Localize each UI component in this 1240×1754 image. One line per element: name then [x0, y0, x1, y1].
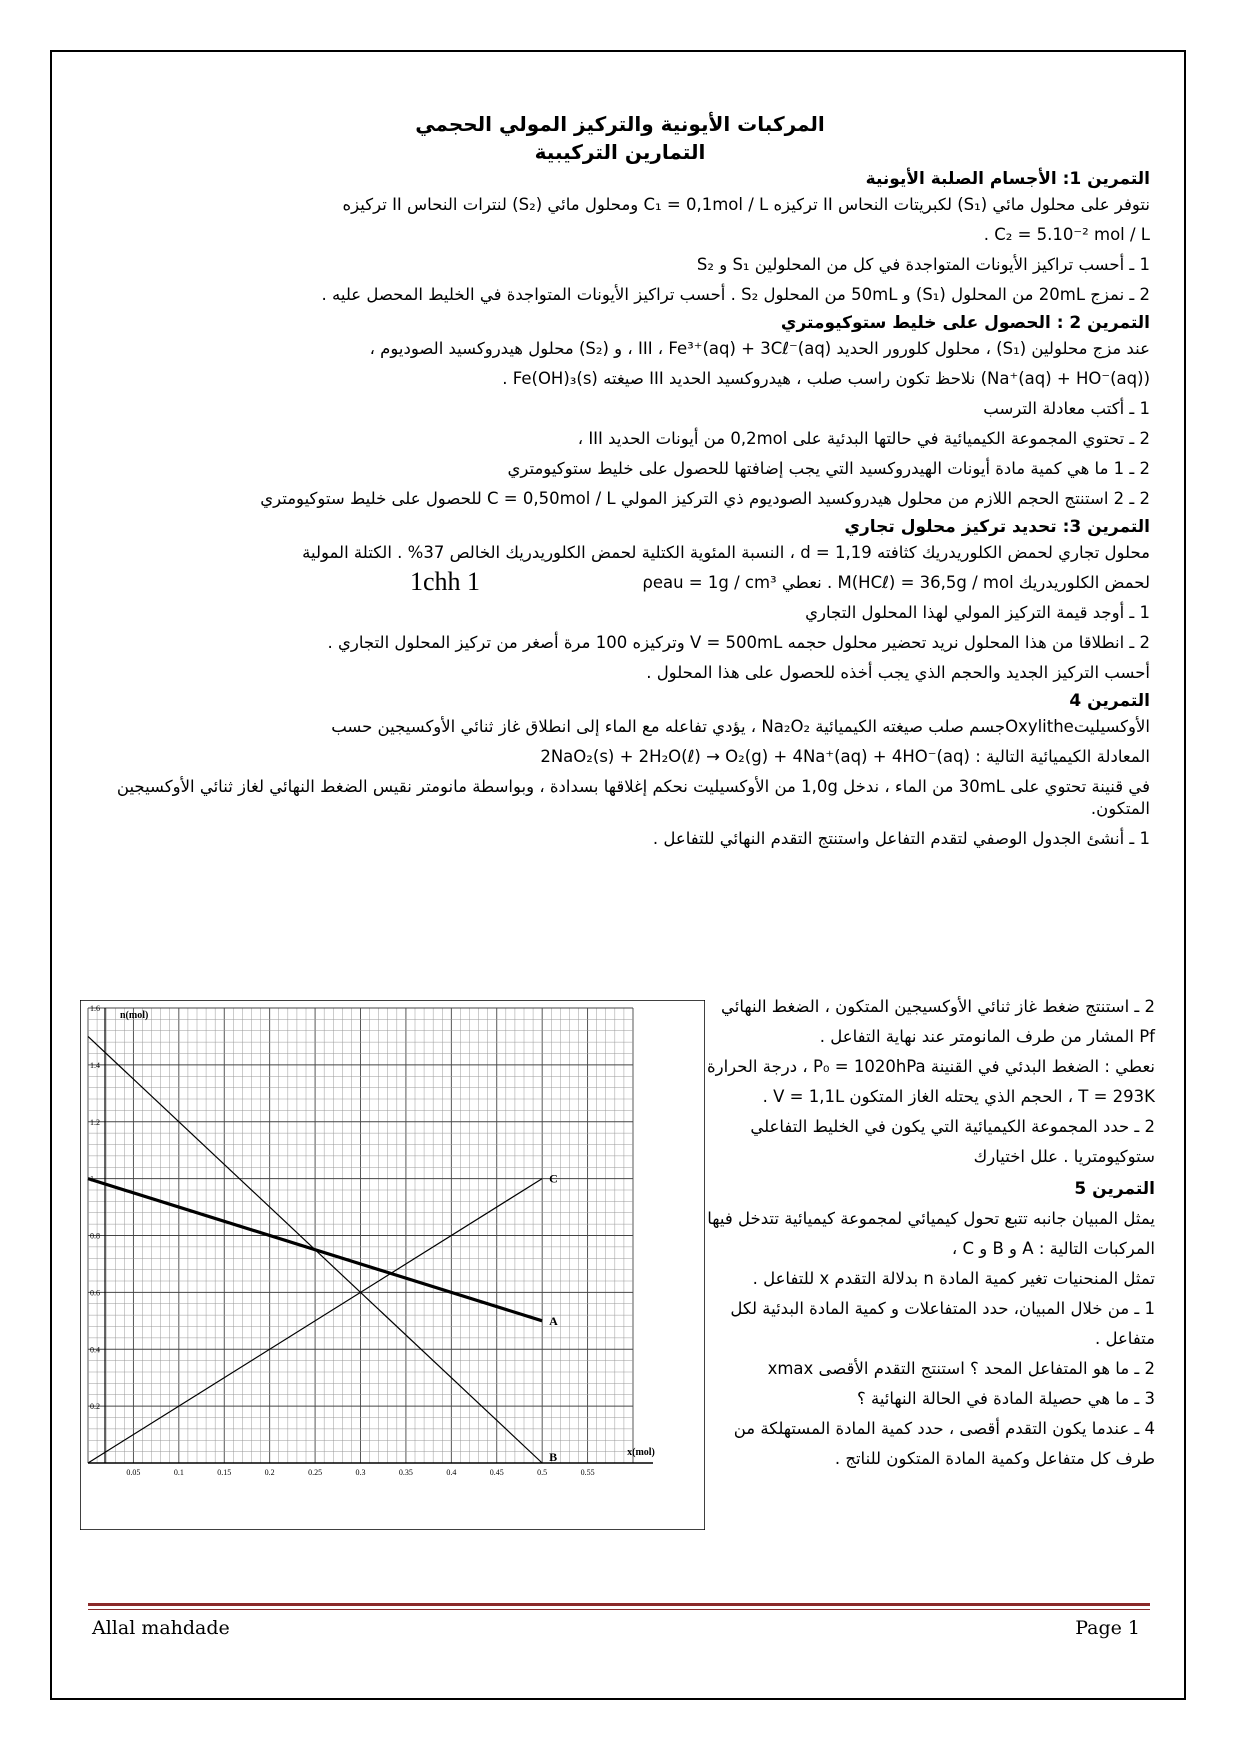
x-tick-label: 0.5	[537, 1468, 548, 1477]
x-axis-label: x(mol)	[627, 1447, 655, 1458]
x-tick-label: 0.4	[446, 1468, 457, 1477]
series-label-a: A	[549, 1313, 558, 1328]
ex1-line2: C₂ = 5.10⁻² mol / L .	[983, 225, 1150, 244]
footer-author: Allal mahdade	[92, 1617, 230, 1639]
ex1-q1: 1 ـ أحسب تراكيز الأيونات المتواجدة في كل من المحلولين S₁ و S₂	[696, 255, 1150, 274]
ex5-q1: 1 ـ من خلال المبيان، حدد المتفاعلات و كمية المادة البدئية لكل متفاعل .	[730, 1299, 1155, 1348]
y-tick-label: 0.6	[90, 1288, 100, 1298]
y-tick-label: 0.8	[90, 1231, 100, 1241]
x-tick-label: 0.15	[217, 1468, 232, 1477]
ex2-q2: 2 ـ تحتوي المجموعة الكيميائية في حالتها البدئية على 0,2mol من أيونات الحديد III ،	[577, 429, 1150, 448]
ex4-heading: التمرين 4	[1069, 691, 1150, 711]
ex1-line1: نتوفر على محلول مائي (S₁) لكبريتات النحاس II تركيزه C₁ = 0,1mol / L ومحلول مائي (S₂) لنترات النحاس II تركيزه	[342, 195, 1150, 214]
x-tick-label: 0.1	[173, 1468, 184, 1477]
ex3-q1: 1 ـ أوجد قيمة التركيز المولي لهذا المحلول التجاري	[805, 603, 1150, 622]
page-subtitle: التمارين التركيبية	[534, 140, 706, 164]
ex2-heading: التمرين 2 : الحصول على خليط ستوكيومتري	[780, 313, 1150, 333]
y-tick-label: 1	[90, 1174, 94, 1184]
footer-rule-thick	[88, 1603, 1150, 1606]
ex3-line1: محلول تجاري لحمض الكلوريدريك كثافته d = 1,19 ، النسبة المئوية الكتلية لحمض الكلوريدريك الخالص 37% . الكتلة المولية	[302, 543, 1150, 562]
series-label-c: C	[549, 1171, 558, 1186]
ex3-line2: لحمض الكلوريدريك M(HCℓ) = 36,5g / mol . نعطي ρeau = 1g / cm³	[642, 573, 1150, 592]
ex4-line1: الأوكسيليتOxylitheجسم صلب صيغته الكيميائية Na₂O₂ ، يؤدي تفاعله مع الماء إلى انطلاق غاز ثنائي الأوكسيجين حسب	[331, 717, 1150, 736]
ex3-q2: 2 ـ انطلاقا من هذا المحلول نريد تحضير محلول حجمه V = 500mL وتركيزه 100 مرة أصغر من تركيز المحلول التجاري .	[327, 633, 1150, 652]
y-tick-label: 0.4	[90, 1345, 100, 1355]
side-column	[700, 992, 1155, 1474]
ex3-heading: التمرين 3: تحديد تركيز محلول تجاري	[844, 517, 1150, 537]
ex2-line2: (Na⁺(aq) + HO⁻(aq)) نلاحظ تكون راسب صلب ، هيدروكسيد الحديد III صيغته Fe(OH)₃(s) .	[502, 369, 1150, 388]
ex5-q2: 2 ـ ما هو المتفاعل المحد ؟ استنتج التقدم الأقصى xmax	[767, 1359, 1155, 1378]
ex5-line1: يمثل المبيان جانبه تتبع تحول كيميائي لمجموعة كيميائية تتدخل فيها المركبات التالية : A و B و C ،	[707, 1209, 1155, 1258]
ex4-q1: 1 ـ أنشئ الجدول الوصفي لتقدم التفاعل واستنتج التقدم النهائي للتفاعل .	[652, 829, 1150, 848]
chart-frame	[80, 1000, 705, 1530]
ex1-q2: 2 ـ نمزج 20mL من المحلول (S₁) و 50mL من المحلول S₂ . أحسب تراكيز الأيونات المتواجدة في الخليط المحصل عليه .	[321, 285, 1150, 304]
ex2-line1: عند مزج محلولين (S₁) ، محلول كلورور الحديد III ، Fe³⁺(aq) + 3Cℓ⁻(aq) ، و (S₂) محلول هيدروكسيد الصوديوم ،	[369, 339, 1150, 358]
ex4-q3: نعطي : الضغط البدئي في القنينة P₀ = 1020hPa ، درجة الحرارة T = 293K ، الحجم الذي يحتله الغاز المتكون V = 1,1L .	[706, 1057, 1155, 1106]
x-tick-label: 0.45	[489, 1468, 504, 1477]
y-tick-label: 0.2	[90, 1402, 100, 1412]
ex4-q2: 2 ـ استنتج ضغط غاز ثنائي الأوكسيجين المتكون ، الضغط النهائي Pf المشار من طرف المانومتر عند نهاية التفاعل .	[720, 997, 1155, 1046]
ex4-line3: في قنينة تحتوي على 30mL من الماء ، ندخل 1,0g من الأوكسيليت نحكم إغلاقها بسدادة ، وبواسطة مانومتر نقيس الضغط النهائي لغاز ثنائي الأوكسيجين المتكون.	[116, 777, 1150, 818]
ex5-q4: 4 ـ عندما يكون التقدم أقصى ، حدد كمية المادة المستهلكة من طرف كل متفاعل وكمية المادة المتكون للناتج .	[733, 1419, 1155, 1468]
footer-page-number: Page 1	[1075, 1617, 1140, 1639]
x-tick-label: 0.35	[398, 1468, 413, 1477]
ex1-heading: التمرين 1: الأجسام الصلبة الأيونية	[865, 169, 1150, 189]
ex5-q3: 3 ـ ما هي حصيلة المادة في الحالة النهائية ؟	[856, 1389, 1155, 1408]
x-tick-label: 0.55	[580, 1468, 595, 1477]
ex2-q4: 2 ـ 2 استنتج الحجم اللازم من محلول هيدروكسيد الصوديوم ذي التركيز المولي C = 0,50mol / L للحصول على خليط ستوكيومتري	[260, 489, 1150, 508]
n-vs-x-chart	[80, 1000, 705, 1530]
x-tick-label: 0.05	[126, 1468, 141, 1477]
ex3-q3: أحسب التركيز الجديد والحجم الذي يجب أخذه للحصول على هذا المحلول .	[646, 663, 1150, 682]
ex4-line2: المعادلة الكيميائية التالية : 2NaO₂(s) + 2H₂O(ℓ) → O₂(g) + 4Na⁺(aq) + 4HO⁻(aq)	[540, 747, 1150, 766]
ex5-line2: تمثل المنحنيات تغير كمية المادة n بدلالة التقدم x للتفاعل .	[752, 1269, 1155, 1288]
x-tick-label: 0.2	[264, 1468, 275, 1477]
ex2-q3: 2 ـ 1 ما هي كمية مادة أيونات الهيدروكسيد التي يجب إضافتها للحصول على خليط ستوكيومتري	[507, 459, 1150, 478]
page-title: المركبات الأيونية والتركيز المولي الحجمي	[415, 112, 825, 136]
series-label-b: B	[549, 1450, 558, 1464]
y-tick-label: 1.6	[90, 1004, 100, 1013]
y-tick-label: 1.2	[90, 1117, 100, 1127]
footer-rule-thin	[88, 1609, 1150, 1610]
ex4-q4: 2 ـ حدد المجموعة الكيميائية التي يكون في الخليط التفاعلي ستوكيومتريا . علل اختيارك	[750, 1117, 1155, 1166]
x-tick-label: 0.3	[355, 1468, 366, 1477]
x-tick-label: 0.25	[308, 1468, 323, 1477]
stamp-text: 1chh 1	[410, 567, 481, 596]
y-axis-label: n(mol)	[120, 1010, 149, 1021]
ex5-heading: التمرين 5	[1074, 1179, 1155, 1199]
document-body	[90, 110, 1150, 854]
y-tick-label: 1.4	[90, 1060, 100, 1070]
ex2-q1: 1 ـ أكتب معادلة الترسب	[983, 399, 1150, 418]
